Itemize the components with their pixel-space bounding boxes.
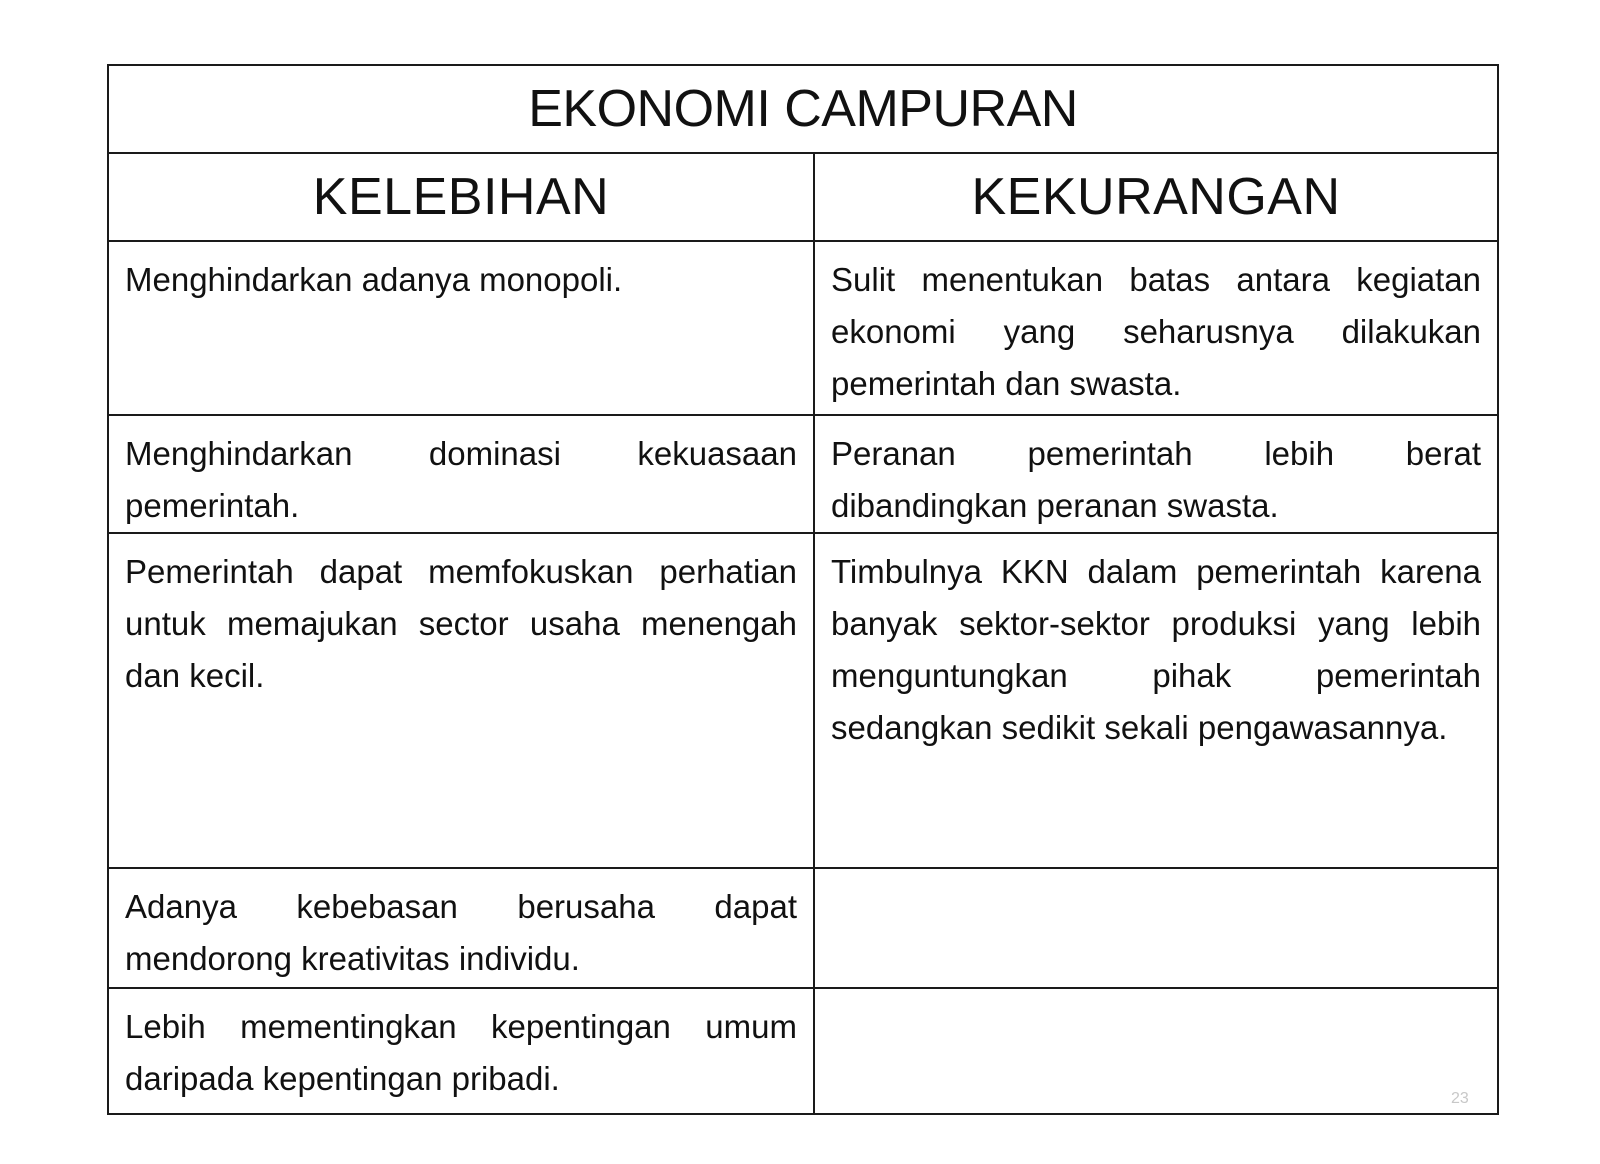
kelebihan-cell <box>108 415 814 533</box>
page-number: 23 <box>1451 1090 1469 1107</box>
kekurangan-text: Timbulnya KKN dalam pemerintah karena banyak sektor-sektor produksi yang lebih menguntungkan pihak pemerintah sedangkan sedikit sekali pengawasannya. <box>831 553 1482 746</box>
title-row <box>108 65 1498 153</box>
kelebihan-cell <box>108 868 814 988</box>
table-row <box>108 241 1498 415</box>
header-row <box>108 153 1498 241</box>
kelebihan-text: Pemerintah dapat memfokuskan perhatian untuk memajukan sector usaha menengah dan kecil. <box>125 553 797 694</box>
table-row <box>108 988 1498 1114</box>
kelebihan-text: Menghindarkan dominasi kekuasaan pemerintah. <box>125 435 797 524</box>
header-kekurangan: KEKURANGAN <box>814 153 1498 241</box>
kelebihan-text: Lebih mementingkan kepentingan umum daripada kepentingan pribadi. <box>125 1008 797 1097</box>
kekurangan-cell <box>814 533 1498 868</box>
comparison-table <box>107 64 1499 1115</box>
kekurangan-cell-empty <box>814 988 1498 1114</box>
kelebihan-text: Menghindarkan adanya monopoli. <box>125 261 623 298</box>
kekurangan-cell <box>814 241 1498 415</box>
table-row <box>108 415 1498 533</box>
kelebihan-text: Adanya kebebasan berusaha dapat mendorong kreativitas individu. <box>125 888 797 977</box>
header-kelebihan: KELEBIHAN <box>108 153 814 241</box>
kelebihan-cell <box>108 988 814 1114</box>
kekurangan-cell <box>814 415 1498 533</box>
kekurangan-text: Sulit menentukan batas antara kegiatan ekonomi yang seharusnya dilakukan pemerintah dan swasta. <box>831 261 1482 402</box>
table-title: EKONOMI CAMPURAN <box>108 65 1498 153</box>
kekurangan-cell-empty <box>814 868 1498 988</box>
kelebihan-cell <box>108 533 814 868</box>
table-row <box>108 868 1498 988</box>
kelebihan-cell <box>108 241 814 415</box>
kekurangan-text: Peranan pemerintah lebih berat dibandingkan peranan swasta. <box>831 435 1482 524</box>
table-row <box>108 533 1498 868</box>
